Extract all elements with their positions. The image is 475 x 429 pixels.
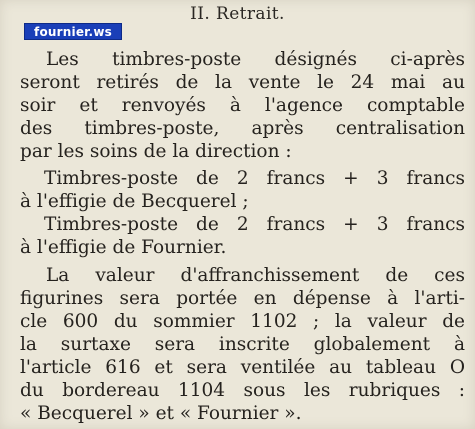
paragraph-2-line-3: cle 600 du sommier 1102 ; la valeur de xyxy=(20,311,465,332)
section-heading: II. Retrait. xyxy=(190,4,285,24)
list-line-2: à l'effigie de Becquerel ; xyxy=(20,191,249,212)
paragraph-1-line-1: Les timbres-poste désignés ci-après xyxy=(46,49,465,70)
paragraph-2-line-6: du bordereau 1104 sous les rubriques : xyxy=(20,380,465,401)
paragraph-1-line-2: seront retirés de la vente le 24 mai au xyxy=(20,72,465,93)
list-line-4: à l'effigie de Fournier. xyxy=(20,237,227,258)
paragraph-2-line-5: l'article 616 et sera ventilée au tableau O xyxy=(20,357,465,378)
paragraph-1-line-5: par les soins de la direction : xyxy=(20,141,292,162)
list-line-3: Timbres-poste de 2 francs + 3 francs xyxy=(44,214,465,235)
watermark-badge: fournier.ws xyxy=(24,23,122,40)
paragraph-1-line-3: soir et renvoyés à l'agence comptable xyxy=(20,95,465,116)
paragraph-2-line-2: figurines sera portée en dépense à l'arti- xyxy=(20,288,465,309)
paragraph-1-line-4: des timbres-poste, après centralisation xyxy=(20,118,465,139)
paragraph-2-line-1: La valeur d'affranchissement de ces xyxy=(46,265,465,286)
list-line-1: Timbres-poste de 2 francs + 3 francs xyxy=(44,168,465,189)
paragraph-2-line-7: « Becquerel » et « Fournier ». xyxy=(20,403,302,424)
paragraph-2-line-4: la surtaxe sera inscrite globalement à xyxy=(20,334,465,355)
